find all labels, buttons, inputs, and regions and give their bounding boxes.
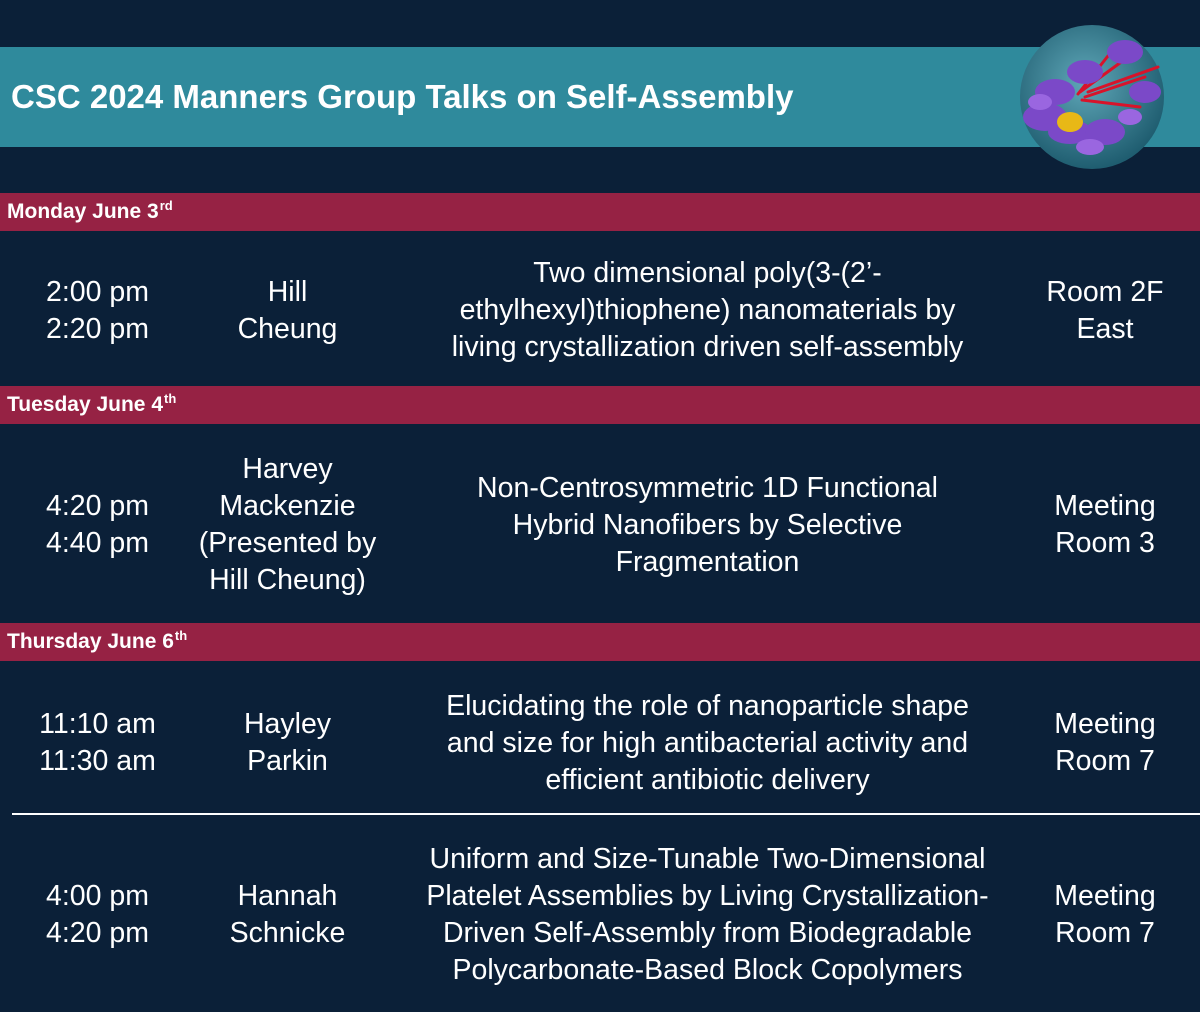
room-line: Meeting (1054, 880, 1156, 912)
room-line: Room 3 (1055, 527, 1155, 559)
end-time: 2:20 pm (46, 312, 149, 345)
talk-time (10, 668, 185, 818)
talk-speaker (190, 238, 385, 383)
talk-speaker (190, 668, 385, 818)
title-line: Elucidating the role of nanoparticle shape (446, 689, 969, 722)
start-time: 2:00 pm (46, 275, 149, 308)
room-line: Room 7 (1055, 745, 1155, 777)
talk-title (395, 238, 1020, 383)
day-label: Tuesday June 4 (7, 393, 164, 416)
title-line: living crystallization driven self-assembly (451, 331, 964, 363)
talk-row (0, 430, 1200, 620)
talk-room (1020, 238, 1190, 383)
talk-title (395, 430, 1020, 620)
speaker-line: Hill Cheung) (209, 564, 366, 596)
speaker-line: Harvey (242, 453, 333, 485)
day-suffix: th (174, 628, 188, 643)
speaker-line: Schnicke (229, 917, 346, 949)
talk-room (1020, 430, 1190, 620)
room-line: Meeting (1054, 490, 1156, 522)
day-header-tuesday (0, 386, 1200, 424)
speaker-line: Hannah (237, 880, 338, 912)
start-time: 4:20 pm (46, 490, 149, 522)
day-suffix: rd (159, 198, 173, 213)
talk-time (10, 834, 185, 996)
title-line: Polycarbonate-Based Block Copolymers (452, 954, 963, 986)
start-time: 11:10 am (39, 708, 156, 740)
speaker-line: Mackenzie (219, 490, 356, 522)
title-line: Fragmentation (615, 545, 800, 578)
speaker-line: Hill (267, 275, 308, 308)
speaker-line: (Presented by (198, 527, 377, 559)
room-line: Room 7 (1055, 917, 1155, 949)
talk-row (0, 834, 1200, 996)
title-line: Uniform and Size-Tunable Two-Dimensional (429, 843, 986, 875)
talk-row (0, 238, 1200, 383)
title-line: efficient antibiotic delivery (545, 763, 870, 796)
speaker-line: Parkin (247, 745, 328, 777)
day-label: Thursday June 6 (7, 630, 174, 653)
title-line: Non-Centrosymmetric 1D Functional (477, 471, 938, 504)
title-line: Driven Self-Assembly from Biodegradable (442, 917, 973, 949)
talk-speaker (190, 834, 385, 996)
talk-speaker (190, 430, 385, 620)
title-line: Two dimensional poly(3-(2’- (533, 257, 882, 289)
title-line: Hybrid Nanofibers by Selective (512, 508, 903, 541)
day-label: Monday June 3 (7, 200, 159, 223)
page-title: CSC 2024 Manners Group Talks on Self-Assembly (11, 78, 794, 115)
talk-title (395, 834, 1020, 996)
self-assembly-illustration (1010, 22, 1170, 172)
end-time: 11:30 am (39, 745, 156, 777)
end-time: 4:40 pm (46, 527, 149, 559)
room-line: East (1076, 312, 1134, 345)
start-time: 4:00 pm (46, 880, 149, 912)
talk-room (1020, 668, 1190, 818)
day-header-monday (0, 193, 1200, 231)
end-time: 4:20 pm (46, 917, 149, 949)
talk-row (0, 668, 1200, 818)
talk-time (10, 430, 185, 620)
day-header-thursday (0, 623, 1200, 661)
title-line: Platelet Assemblies by Living Crystallization- (426, 880, 989, 912)
day-suffix: th (164, 391, 177, 406)
talk-time (10, 238, 185, 383)
room-line: Meeting (1054, 708, 1156, 740)
talk-room (1020, 834, 1190, 996)
speaker-line: Hayley (243, 708, 332, 740)
title-line: and size for high antibacterial activity and (446, 726, 969, 759)
row-divider (12, 813, 1200, 815)
talk-title (395, 668, 1020, 818)
speaker-line: Cheung (237, 312, 338, 345)
room-line: Room 2F (1046, 275, 1164, 308)
title-line: ethylhexyl)thiophene) nanomaterials by (459, 294, 956, 326)
